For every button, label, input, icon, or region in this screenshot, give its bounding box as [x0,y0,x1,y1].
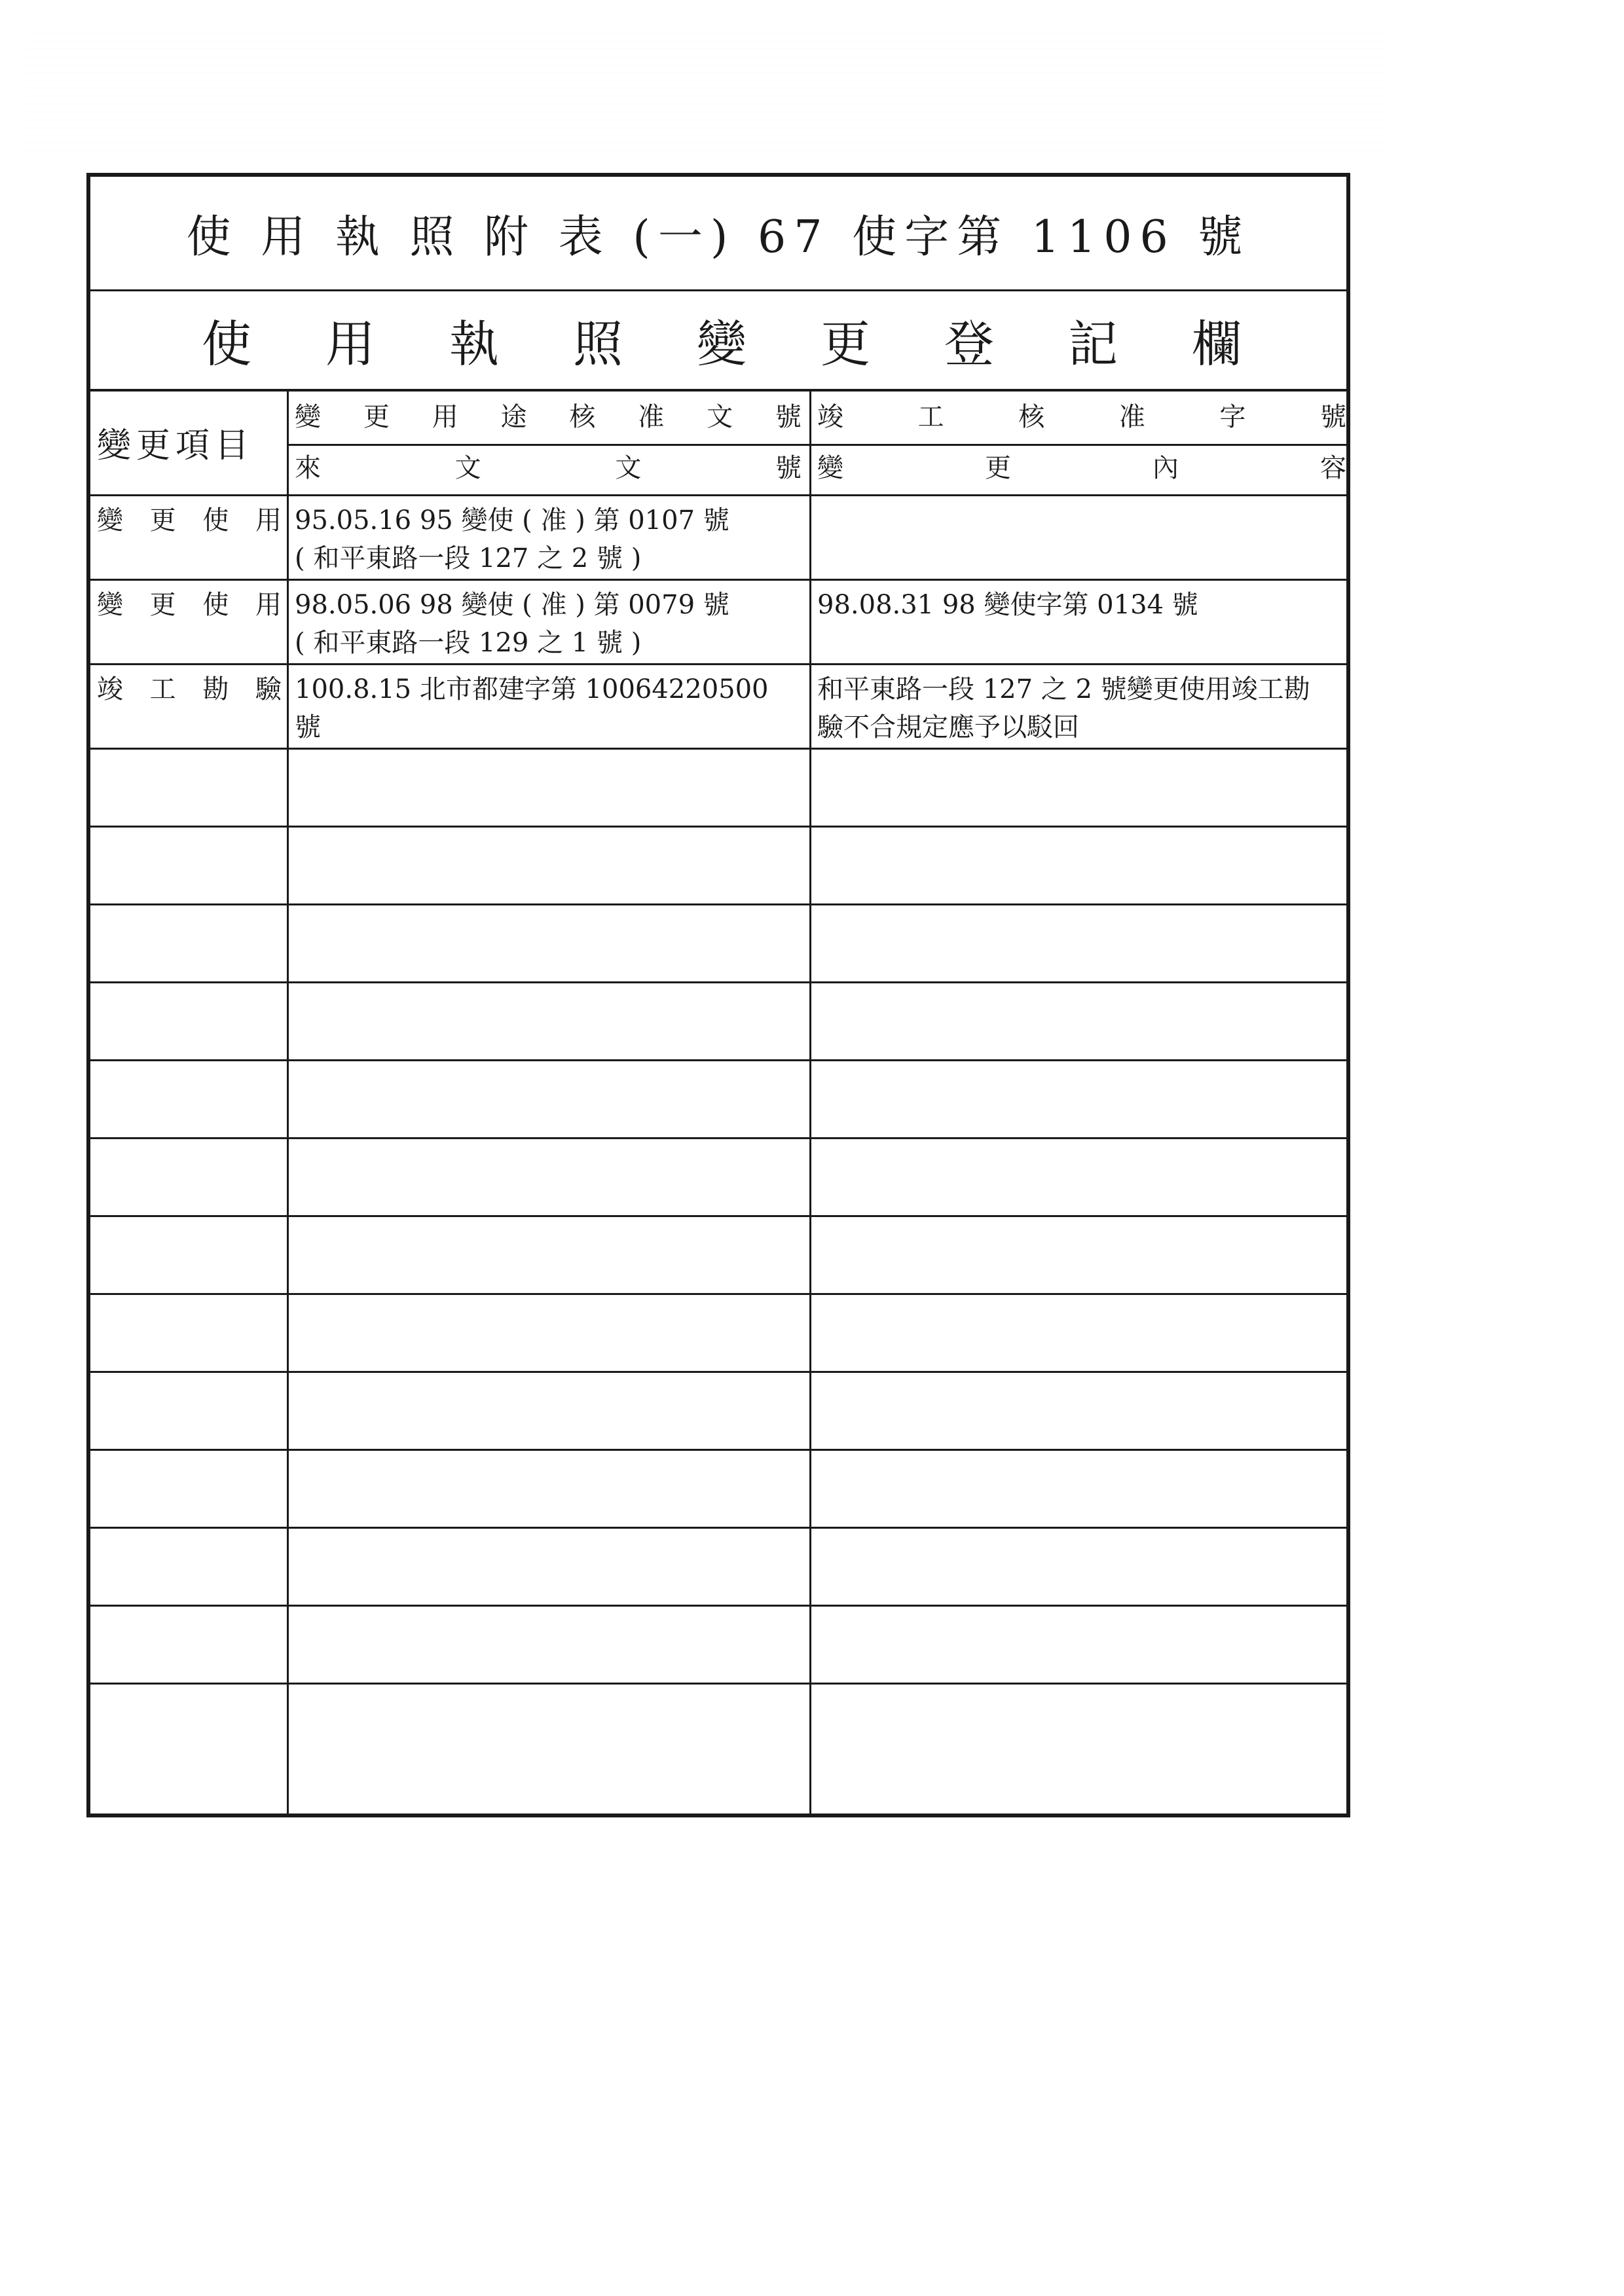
header-char: 文 [615,453,642,483]
row-divider [90,1293,1346,1295]
row-content-line: 98.08.31 98 變使字第 0134 號 [817,590,1198,620]
subtitle-char: 欄 [1192,315,1242,373]
header-char: 來 [295,453,321,483]
header-char: 更 [363,402,390,432]
item-char: 用 [255,505,282,536]
license-attachment-sheet [86,173,1350,1817]
header-char: 准 [638,402,665,432]
header-char: 准 [1118,402,1145,432]
row-item [97,670,282,708]
column-divider [809,392,811,1813]
header-char: 竣 [817,402,843,432]
header-char: 變 [817,453,843,483]
row-divider [90,1059,1346,1061]
header-char: 內 [1153,453,1179,483]
item-char: 勘 [202,674,229,704]
row-divider [90,1371,1346,1373]
row-ref-line: ( 和平東路一段 129 之 1 號 ) [295,628,642,658]
row-divider [90,1137,1346,1139]
document-title: 使 用 執 照 附 表 (一) 67 使字第 1106 號 [186,211,1251,263]
header-char: 文 [707,402,733,432]
row-divider [90,903,1346,905]
header-incoming-ref [295,449,802,487]
header-divider [287,444,1346,446]
row-item [97,586,282,624]
row-divider [90,981,1346,983]
column-divider [287,392,289,1813]
item-char: 使 [202,505,229,536]
subtitle-char: 變 [697,315,747,373]
row-divider [90,663,1346,665]
item-char: 使 [202,590,229,620]
row-divider [90,826,1346,828]
document-title-row [90,177,1346,291]
item-char: 變 [97,505,123,536]
item-char: 變 [97,590,123,620]
header-char: 工 [917,402,944,432]
row-content-line: 和平東路一段 127 之 2 號變更使用竣工勘 [817,674,1310,704]
item-char: 更 [149,590,176,620]
item-char: 更 [149,505,176,536]
header-completion-ref [817,398,1346,436]
row-content-line: 驗不合規定應予以駁回 [817,712,1079,742]
header-char: 容 [1320,453,1346,483]
row-ref-line: 100.8.15 北市都建字第 10064220500 [295,674,769,704]
row-divider [90,1605,1346,1607]
row-ref-line: 95.05.16 95 變使 ( 准 ) 第 0107 號 [295,505,729,536]
header-item: 變更項目 [97,426,255,465]
subtitle [90,304,1346,376]
row-divider [90,1449,1346,1451]
row-ref-line: ( 和平東路一段 127 之 2 號 ) [295,543,642,574]
item-char: 工 [149,674,176,704]
row-ref-line: 號 [295,712,321,742]
row-ref-line: 98.05.06 98 變使 ( 准 ) 第 0079 號 [295,590,729,620]
row-divider [90,1527,1346,1529]
row-divider [90,494,1346,496]
scan-noise [26,26,1388,157]
header-char: 途 [500,402,527,432]
subtitle-char: 用 [325,315,375,373]
header-char: 變 [295,402,321,432]
header-char: 字 [1219,402,1246,432]
subtitle-char: 執 [449,315,499,373]
row-divider [90,579,1346,581]
subtitle-char: 記 [1068,315,1118,373]
row-item [97,501,282,539]
item-char: 驗 [255,674,282,704]
subtitle-row [90,291,1346,392]
row-divider [90,748,1346,750]
header-char: 號 [775,453,802,483]
header-char: 文 [454,453,481,483]
subtitle-char: 登 [944,315,994,373]
item-char: 用 [255,590,282,620]
header-char: 用 [432,402,458,432]
header-char: 核 [1018,402,1045,432]
subtitle-char: 更 [821,315,870,373]
row-divider [90,1215,1346,1217]
header-char: 號 [775,402,802,432]
row-divider [90,1683,1346,1685]
header-char: 號 [1320,402,1346,432]
item-char: 竣 [97,674,123,704]
header-change-use-ref [295,398,802,436]
header-char: 核 [569,402,596,432]
header-change-content [817,449,1346,487]
header-char: 更 [985,453,1011,483]
subtitle-char: 使 [202,315,251,373]
subtitle-char: 照 [573,315,623,373]
